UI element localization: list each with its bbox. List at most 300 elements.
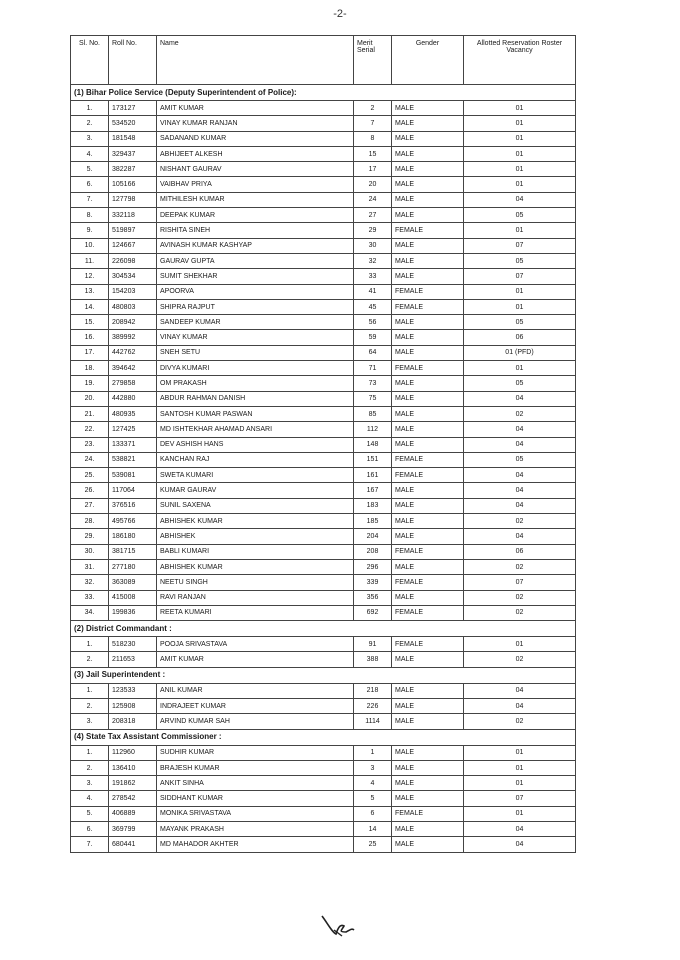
cell-merit: 75	[354, 391, 392, 406]
cell-merit: 45	[354, 299, 392, 314]
cell-sno: 2.	[71, 760, 109, 775]
cell-name: VINAY KUMAR	[157, 330, 354, 345]
cell-roll: 518230	[109, 637, 157, 652]
cell-sno: 4.	[71, 146, 109, 161]
table-row	[71, 116, 576, 131]
cell-merit: 17	[354, 162, 392, 177]
cell-vacancy: 02	[464, 714, 576, 729]
cell-name: OM PRAKASH	[157, 376, 354, 391]
cell-merit: 692	[354, 605, 392, 620]
table-row	[71, 806, 576, 821]
section-title: (3) Jail Superintendent :	[71, 667, 576, 683]
cell-gender: FEMALE	[392, 637, 464, 652]
table-row	[71, 683, 576, 698]
cell-sno: 33.	[71, 590, 109, 605]
cell-roll: 442880	[109, 391, 157, 406]
cell-vacancy: 01	[464, 637, 576, 652]
cell-sno: 22.	[71, 422, 109, 437]
table-row	[71, 253, 576, 268]
cell-sno: 24.	[71, 452, 109, 467]
cell-gender: MALE	[392, 422, 464, 437]
cell-gender: FEMALE	[392, 299, 464, 314]
cell-gender: FEMALE	[392, 544, 464, 559]
cell-roll: 680441	[109, 837, 157, 852]
cell-gender: MALE	[392, 745, 464, 760]
cell-roll: 329437	[109, 146, 157, 161]
cell-name: ARVIND KUMAR SAH	[157, 714, 354, 729]
cell-name: MONIKA SRIVASTAVA	[157, 806, 354, 821]
table-row	[71, 284, 576, 299]
cell-vacancy: 01	[464, 131, 576, 146]
table-row	[71, 760, 576, 775]
table-row	[71, 452, 576, 467]
cell-gender: MALE	[392, 498, 464, 513]
cell-name: ABHISHEK	[157, 529, 354, 544]
cell-vacancy: 04	[464, 192, 576, 207]
cell-merit: 29	[354, 223, 392, 238]
cell-name: KUMAR GAURAV	[157, 483, 354, 498]
cell-merit: 151	[354, 452, 392, 467]
cell-name: ABHISHEK KUMAR	[157, 559, 354, 574]
cell-sno: 25.	[71, 468, 109, 483]
cell-roll: 191862	[109, 776, 157, 791]
cell-gender: MALE	[392, 162, 464, 177]
cell-gender: MALE	[392, 776, 464, 791]
cell-sno: 11.	[71, 253, 109, 268]
cell-sno: 2.	[71, 116, 109, 131]
cell-merit: 20	[354, 177, 392, 192]
cell-roll: 389992	[109, 330, 157, 345]
cell-merit: 33	[354, 269, 392, 284]
cell-sno: 2.	[71, 652, 109, 667]
cell-name: SUMIT SHEKHAR	[157, 269, 354, 284]
section-heading-row	[71, 729, 576, 745]
cell-name: MAYANK PRAKASH	[157, 822, 354, 837]
cell-vacancy: 01 (PFD)	[464, 345, 576, 360]
cell-roll: 226098	[109, 253, 157, 268]
table-row	[71, 822, 576, 837]
cell-roll: 124667	[109, 238, 157, 253]
cell-gender: FEMALE	[392, 605, 464, 620]
table-row	[71, 208, 576, 223]
table-row	[71, 637, 576, 652]
cell-sno: 1.	[71, 683, 109, 698]
cell-roll: 382287	[109, 162, 157, 177]
cell-name: KANCHAN RAJ	[157, 452, 354, 467]
cell-gender: MALE	[392, 345, 464, 360]
cell-merit: 15	[354, 146, 392, 161]
cell-roll: 539081	[109, 468, 157, 483]
cell-vacancy: 04	[464, 529, 576, 544]
table-row	[71, 590, 576, 605]
cell-vacancy: 04	[464, 391, 576, 406]
section-title: (2) District Commandant :	[71, 621, 576, 637]
cell-name: AVINASH KUMAR KASHYAP	[157, 238, 354, 253]
cell-merit: 226	[354, 698, 392, 713]
table-row	[71, 361, 576, 376]
cell-gender: MALE	[392, 683, 464, 698]
cell-merit: 71	[354, 361, 392, 376]
cell-vacancy: 01	[464, 745, 576, 760]
cell-sno: 30.	[71, 544, 109, 559]
table-row	[71, 315, 576, 330]
cell-merit: 25	[354, 837, 392, 852]
cell-name: SWETA KUMARI	[157, 468, 354, 483]
cell-gender: MALE	[392, 376, 464, 391]
cell-sno: 31.	[71, 559, 109, 574]
table-row	[71, 177, 576, 192]
cell-merit: 73	[354, 376, 392, 391]
section-title: (1) Bihar Police Service (Deputy Superintendent of Police):	[71, 85, 576, 101]
cell-sno: 1.	[71, 637, 109, 652]
col-header-gender: Gender	[392, 36, 464, 85]
cell-gender: MALE	[392, 822, 464, 837]
cell-vacancy: 07	[464, 791, 576, 806]
cell-gender: FEMALE	[392, 223, 464, 238]
cell-gender: MALE	[392, 406, 464, 421]
table-row	[71, 345, 576, 360]
cell-vacancy: 05	[464, 253, 576, 268]
cell-merit: 1	[354, 745, 392, 760]
cell-name: MD MAHADOR AKHTER	[157, 837, 354, 852]
cell-sno: 18.	[71, 361, 109, 376]
cell-merit: 59	[354, 330, 392, 345]
cell-roll: 381715	[109, 544, 157, 559]
table-row	[71, 162, 576, 177]
cell-roll: 181548	[109, 131, 157, 146]
cell-gender: MALE	[392, 315, 464, 330]
cell-name: SUDHIR KUMAR	[157, 745, 354, 760]
cell-vacancy: 07	[464, 575, 576, 590]
cell-name: DEV ASHISH HANS	[157, 437, 354, 452]
cell-sno: 8.	[71, 208, 109, 223]
table-row	[71, 791, 576, 806]
cell-merit: 41	[354, 284, 392, 299]
cell-sno: 4.	[71, 791, 109, 806]
cell-vacancy: 05	[464, 208, 576, 223]
cell-roll: 117064	[109, 483, 157, 498]
cell-gender: MALE	[392, 116, 464, 131]
table-row	[71, 376, 576, 391]
cell-sno: 29.	[71, 529, 109, 544]
cell-merit: 6	[354, 806, 392, 821]
cell-merit: 91	[354, 637, 392, 652]
cell-roll: 406889	[109, 806, 157, 821]
page-number: -2-	[333, 8, 347, 20]
table-row	[71, 529, 576, 544]
cell-name: SNEH SETU	[157, 345, 354, 360]
table-row	[71, 652, 576, 667]
cell-vacancy: 01	[464, 284, 576, 299]
cell-merit: 388	[354, 652, 392, 667]
table-row	[71, 514, 576, 529]
cell-name: POOJA SRIVASTAVA	[157, 637, 354, 652]
cell-roll: 415008	[109, 590, 157, 605]
cell-merit: 3	[354, 760, 392, 775]
cell-merit: 185	[354, 514, 392, 529]
cell-name: SADANAND KUMAR	[157, 131, 354, 146]
cell-vacancy: 02	[464, 559, 576, 574]
cell-roll: 538821	[109, 452, 157, 467]
table-row	[71, 698, 576, 713]
cell-gender: MALE	[392, 177, 464, 192]
cell-roll: 519897	[109, 223, 157, 238]
cell-name: VAIBHAV PRIYA	[157, 177, 354, 192]
cell-gender: MALE	[392, 391, 464, 406]
table-row	[71, 745, 576, 760]
cell-vacancy: 04	[464, 468, 576, 483]
cell-sno: 7.	[71, 837, 109, 852]
cell-roll: 495766	[109, 514, 157, 529]
cell-gender: FEMALE	[392, 452, 464, 467]
cell-merit: 161	[354, 468, 392, 483]
section-heading-row	[71, 621, 576, 637]
cell-roll: 394642	[109, 361, 157, 376]
cell-roll: 125908	[109, 698, 157, 713]
cell-name: AMIT KUMAR	[157, 652, 354, 667]
cell-sno: 21.	[71, 406, 109, 421]
cell-vacancy: 02	[464, 590, 576, 605]
table-row	[71, 238, 576, 253]
cell-gender: MALE	[392, 101, 464, 116]
cell-roll: 133371	[109, 437, 157, 452]
cell-vacancy: 06	[464, 544, 576, 559]
cell-vacancy: 04	[464, 837, 576, 852]
cell-name: BRAJESH KUMAR	[157, 760, 354, 775]
cell-name: VINAY KUMAR RANJAN	[157, 116, 354, 131]
cell-roll: 332118	[109, 208, 157, 223]
table-row	[71, 575, 576, 590]
col-header-sno: Sl. No.	[71, 36, 109, 85]
cell-merit: 30	[354, 238, 392, 253]
cell-sno: 3.	[71, 776, 109, 791]
cell-roll: 304534	[109, 269, 157, 284]
cell-roll: 127798	[109, 192, 157, 207]
cell-gender: MALE	[392, 652, 464, 667]
cell-name: REETA KUMARI	[157, 605, 354, 620]
cell-vacancy: 04	[464, 683, 576, 698]
cell-vacancy: 04	[464, 698, 576, 713]
cell-roll: 186180	[109, 529, 157, 544]
cell-roll: 534520	[109, 116, 157, 131]
cell-name: SIDDHANT KUMAR	[157, 791, 354, 806]
table-row	[71, 269, 576, 284]
cell-merit: 4	[354, 776, 392, 791]
table-row	[71, 422, 576, 437]
cell-roll: 136410	[109, 760, 157, 775]
cell-roll: 154203	[109, 284, 157, 299]
cell-sno: 9.	[71, 223, 109, 238]
table-row	[71, 406, 576, 421]
cell-merit: 5	[354, 791, 392, 806]
section-heading-row	[71, 85, 576, 101]
cell-name: DEEPAK KUMAR	[157, 208, 354, 223]
cell-merit: 148	[354, 437, 392, 452]
cell-merit: 218	[354, 683, 392, 698]
cell-name: RISHITA SINEH	[157, 223, 354, 238]
cell-vacancy: 04	[464, 483, 576, 498]
cell-sno: 7.	[71, 192, 109, 207]
cell-roll: 279858	[109, 376, 157, 391]
cell-name: APOORVA	[157, 284, 354, 299]
cell-name: NISHANT GAURAV	[157, 162, 354, 177]
cell-sno: 32.	[71, 575, 109, 590]
cell-sno: 13.	[71, 284, 109, 299]
table-row	[71, 544, 576, 559]
cell-sno: 1.	[71, 745, 109, 760]
table-row	[71, 146, 576, 161]
cell-gender: FEMALE	[392, 575, 464, 590]
cell-merit: 167	[354, 483, 392, 498]
cell-gender: MALE	[392, 837, 464, 852]
cell-vacancy: 01	[464, 146, 576, 161]
cell-name: GAURAV GUPTA	[157, 253, 354, 268]
cell-gender: MALE	[392, 330, 464, 345]
cell-sno: 5.	[71, 806, 109, 821]
cell-sno: 26.	[71, 483, 109, 498]
cell-sno: 12.	[71, 269, 109, 284]
cell-roll: 442762	[109, 345, 157, 360]
cell-roll: 480803	[109, 299, 157, 314]
cell-roll: 278542	[109, 791, 157, 806]
cell-roll: 123533	[109, 683, 157, 698]
cell-merit: 27	[354, 208, 392, 223]
cell-sno: 6.	[71, 822, 109, 837]
cell-gender: MALE	[392, 514, 464, 529]
cell-vacancy: 04	[464, 498, 576, 513]
cell-merit: 8	[354, 131, 392, 146]
cell-vacancy: 06	[464, 330, 576, 345]
cell-merit: 56	[354, 315, 392, 330]
cell-roll: 112960	[109, 745, 157, 760]
table-row	[71, 483, 576, 498]
table-row	[71, 330, 576, 345]
cell-roll: 363089	[109, 575, 157, 590]
cell-roll: 480935	[109, 406, 157, 421]
cell-roll: 199836	[109, 605, 157, 620]
cell-gender: MALE	[392, 131, 464, 146]
col-header-vacancy: Allotted Reservation Roster Vacancy	[464, 36, 576, 85]
cell-vacancy: 04	[464, 437, 576, 452]
table-row	[71, 299, 576, 314]
cell-roll: 208942	[109, 315, 157, 330]
cell-sno: 34.	[71, 605, 109, 620]
cell-merit: 64	[354, 345, 392, 360]
cell-sno: 5.	[71, 162, 109, 177]
cell-gender: MALE	[392, 791, 464, 806]
cell-sno: 17.	[71, 345, 109, 360]
cell-vacancy: 02	[464, 652, 576, 667]
table-row	[71, 837, 576, 852]
cell-name: ABDUR RAHMAN DANISH	[157, 391, 354, 406]
cell-merit: 296	[354, 559, 392, 574]
cell-name: SUNIL SAXENA	[157, 498, 354, 513]
cell-sno: 3.	[71, 131, 109, 146]
results-table	[70, 35, 576, 853]
cell-name: DIVYA KUMARI	[157, 361, 354, 376]
cell-name: SANTOSH KUMAR PASWAN	[157, 406, 354, 421]
cell-gender: FEMALE	[392, 806, 464, 821]
cell-gender: MALE	[392, 483, 464, 498]
cell-gender: MALE	[392, 192, 464, 207]
cell-name: ANKIT SINHA	[157, 776, 354, 791]
cell-vacancy: 01	[464, 162, 576, 177]
cell-vacancy: 04	[464, 822, 576, 837]
cell-vacancy: 01	[464, 361, 576, 376]
table-row	[71, 498, 576, 513]
cell-vacancy: 01	[464, 776, 576, 791]
cell-merit: 24	[354, 192, 392, 207]
cell-gender: MALE	[392, 714, 464, 729]
cell-gender: FEMALE	[392, 468, 464, 483]
table-row	[71, 101, 576, 116]
cell-vacancy: 05	[464, 376, 576, 391]
cell-gender: MALE	[392, 238, 464, 253]
cell-gender: MALE	[392, 698, 464, 713]
section-heading-row	[71, 667, 576, 683]
cell-merit: 32	[354, 253, 392, 268]
cell-gender: MALE	[392, 559, 464, 574]
cell-name: ABHIJEET ALKESH	[157, 146, 354, 161]
cell-sno: 15.	[71, 315, 109, 330]
table-header-row	[71, 36, 576, 85]
cell-roll: 376516	[109, 498, 157, 513]
cell-vacancy: 07	[464, 238, 576, 253]
cell-roll: 105166	[109, 177, 157, 192]
cell-gender: MALE	[392, 437, 464, 452]
cell-sno: 16.	[71, 330, 109, 345]
cell-vacancy: 02	[464, 406, 576, 421]
cell-sno: 3.	[71, 714, 109, 729]
cell-sno: 23.	[71, 437, 109, 452]
table-row	[71, 468, 576, 483]
cell-vacancy: 01	[464, 806, 576, 821]
cell-vacancy: 07	[464, 269, 576, 284]
table-row	[71, 776, 576, 791]
cell-vacancy: 05	[464, 452, 576, 467]
cell-roll: 369799	[109, 822, 157, 837]
cell-roll: 211653	[109, 652, 157, 667]
col-header-roll: Roll No.	[109, 36, 157, 85]
cell-merit: 208	[354, 544, 392, 559]
cell-roll: 127425	[109, 422, 157, 437]
table-body	[71, 85, 576, 853]
cell-merit: 204	[354, 529, 392, 544]
cell-merit: 85	[354, 406, 392, 421]
table-row	[71, 192, 576, 207]
cell-vacancy: 01	[464, 760, 576, 775]
cell-sno: 6.	[71, 177, 109, 192]
cell-merit: 1114	[354, 714, 392, 729]
cell-gender: MALE	[392, 146, 464, 161]
cell-merit: 183	[354, 498, 392, 513]
cell-sno: 1.	[71, 101, 109, 116]
cell-name: MD ISHTEKHAR AHAMAD ANSARI	[157, 422, 354, 437]
cell-name: RAVI RANJAN	[157, 590, 354, 605]
cell-gender: MALE	[392, 253, 464, 268]
cell-sno: 28.	[71, 514, 109, 529]
cell-vacancy: 04	[464, 422, 576, 437]
cell-name: SHIPRA RAJPUT	[157, 299, 354, 314]
table-row	[71, 223, 576, 238]
cell-name: AMIT KUMAR	[157, 101, 354, 116]
cell-roll: 208318	[109, 714, 157, 729]
table-row	[71, 437, 576, 452]
col-header-merit: Merit Serial	[354, 36, 392, 85]
col-header-name: Name	[157, 36, 354, 85]
cell-gender: FEMALE	[392, 361, 464, 376]
cell-vacancy: 05	[464, 315, 576, 330]
